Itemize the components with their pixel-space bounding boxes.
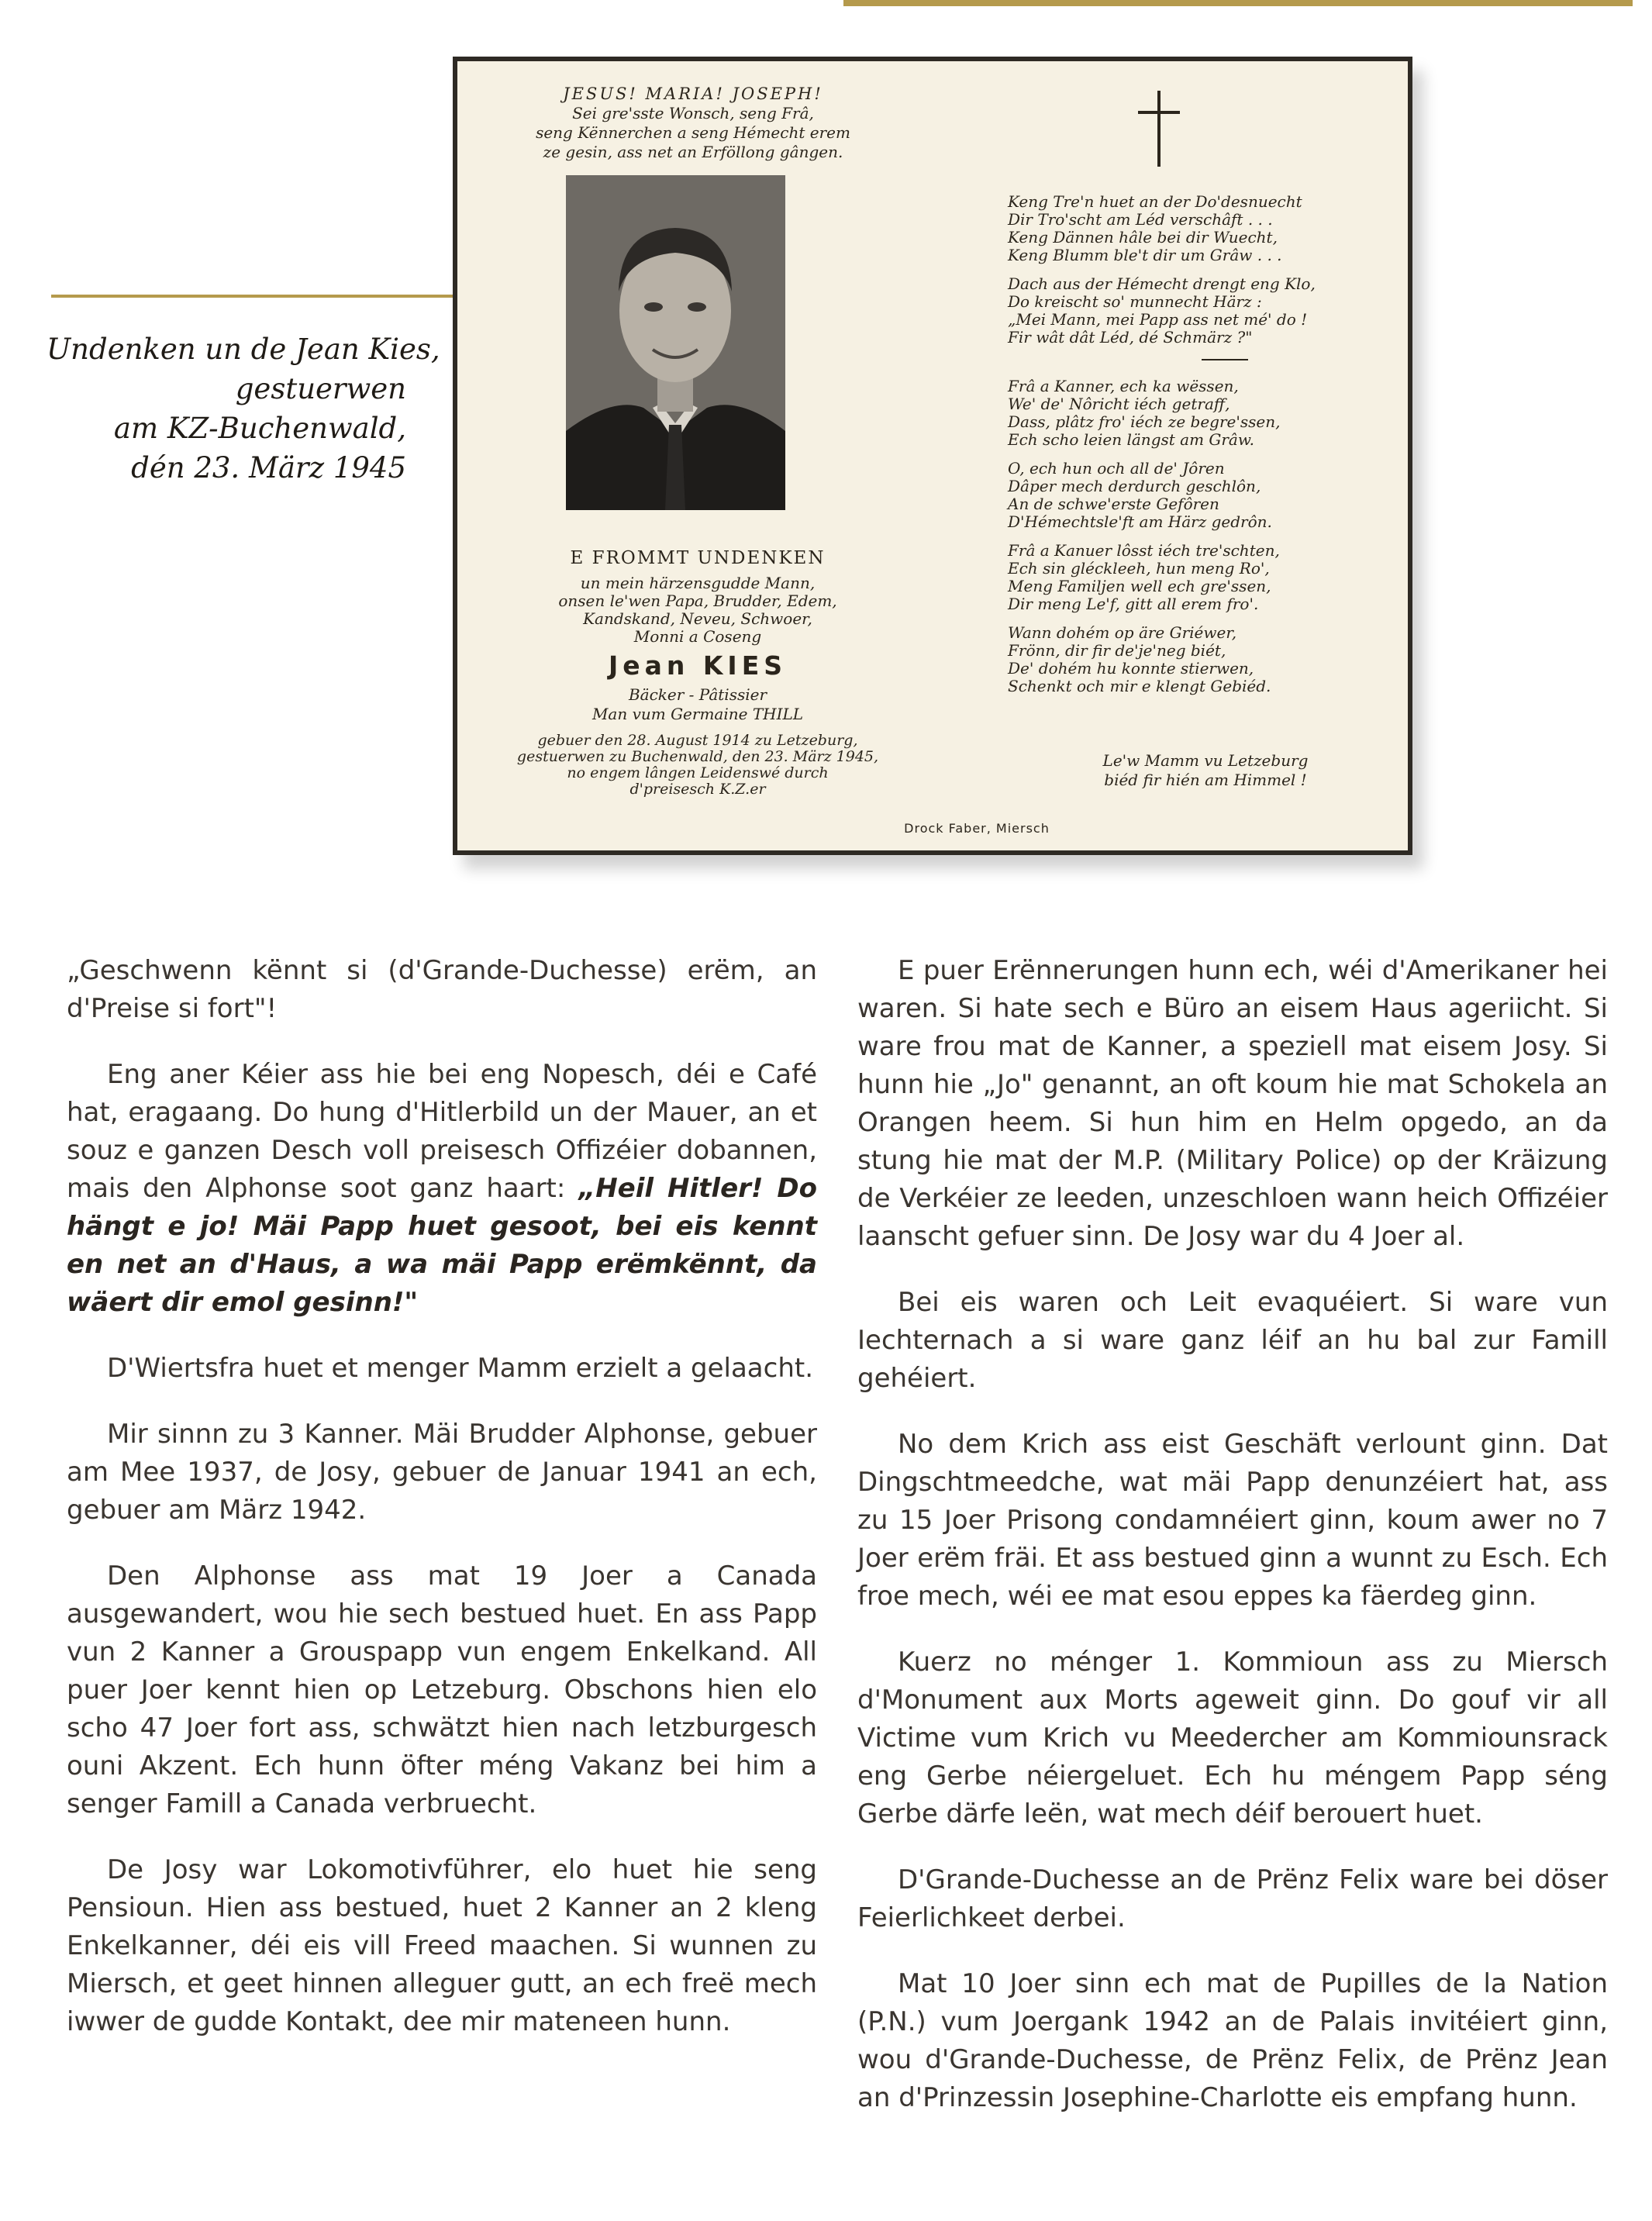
trade-line: Man vum Germaine THILL <box>591 705 804 723</box>
portrait-photo <box>566 175 785 510</box>
card-heading: E FROMMT UNDENKEN <box>570 548 826 568</box>
paragraph-text: Mat 10 Joer sinn ech mat de Pupilles de la Nation (P.N.) vum Joergank 1942 an de Palais invitéiert ginn, wou d'Grande-Duchesse, de Prënz Felix, de Prënz Jean an d'Prinzessin Josephine-Charlotte eis empfang hunn. <box>857 1968 1608 2113</box>
poem-stanza <box>1008 542 1395 613</box>
caption-rule <box>51 295 496 298</box>
date-line: no engem lângen Leidenswé durch <box>567 764 829 781</box>
card-name: Jean KIES <box>608 650 788 681</box>
poem-line: Frönn, dir fir de'je'neg biét, <box>1008 641 1226 660</box>
poem-line: Frâ a Kanner, ech ka wëssen, <box>1008 377 1239 395</box>
paragraph-text: E puer Erënnerungen hunn ech, wéi d'Amerikaner hei waren. Si hate sech e Büro an eisem Haus ageriicht. Si ware frou mat de Kanner, a speziell mat eisem Josy. Si hunn hie „Jo" genannt, an oft koum hie mat Schokela an Orangen heem. Si hun him en Helm opgedo, an da stung hie mat der M.P. (Military Police) op der Kräizung de Verkéier ze leeden, unzeschloen wann heich Offizéier laanscht gefuer sinn. De Josy war du 4 Joer al. <box>857 955 1608 1252</box>
poem-line: Keng Dännen hâle bei dir Wuecht, <box>1008 228 1278 247</box>
poem-line: We' de' Nôricht iéch getraff, <box>1008 395 1230 413</box>
closing-line: Le'w Mamm vu Letzeburg <box>1102 751 1309 770</box>
body-paragraph <box>857 1284 1608 1398</box>
paragraph-text: Bei eis waren och Leit evaquéiert. Si ware vun Iechternach a si ware ganz léif an hu bal zur Famill gehéiert. <box>857 1287 1608 1394</box>
closing-line: biéd fir hién am Himmel ! <box>1104 771 1307 789</box>
paragraph-text: No dem Krich ass eist Geschäft verlount ginn. Dat Dingschtmeedche, wat mäi Papp denunzéiert hat, ass zu 15 Joer Prisong condamnéiert ginn, koum awer no 7 Joer erëm fräi. Et ass bestued ginn a wunnt zu Esch. Ech froe mech, wéi ee mat esou eppes ka fäerdeg ginn. <box>857 1429 1608 1612</box>
poem-line: Dâper mech derdurch geschlôn, <box>1008 477 1261 495</box>
poem-stanza <box>1008 460 1395 531</box>
poem-line: Meng Familjen well ech gre'ssen, <box>1008 577 1271 595</box>
poem-line: Ech scho leien längst am Grâw. <box>1008 430 1254 449</box>
body-paragraph <box>857 1965 1608 2117</box>
paragraph-text: D'Grande-Duchesse an de Prënz Felix ware bei döser Feierlichkeet derbei. <box>857 1864 1608 1933</box>
cross-icon <box>1157 91 1161 167</box>
card-poem <box>1008 193 1395 706</box>
card-verse-line: Sei gre'sste Wonsch, seng Frâ, <box>572 104 814 122</box>
body-paragraph <box>67 952 817 1028</box>
poem-stanza <box>1008 275 1395 347</box>
poem-stanza <box>1008 193 1395 264</box>
card-verse-line: ze gesin, ass net an Erföllong gângen. <box>543 143 843 161</box>
poem-line: O, ech hun och all de' Jôren <box>1008 459 1225 478</box>
poem-line: Dir Tro'scht am Léd verschâft . . . <box>1008 210 1273 229</box>
date-line: d'preisesch K.Z.er <box>629 781 766 798</box>
card-trade <box>473 685 923 724</box>
body-paragraph <box>857 1861 1608 1937</box>
caption-line: gestuerwen <box>235 372 406 405</box>
date-line: gebuer den 28. August 1914 zu Letzeburg, <box>537 732 858 749</box>
paragraph-text: Mir sinnn zu 3 Kanner. Mäi Brudder Alphonse, gebuer am Mee 1937, de Josy, gebuer de Januar 1941 an ech, gebuer am März 1942. <box>67 1419 817 1526</box>
poem-line: An de schwe'erste Gefôren <box>1008 495 1219 513</box>
body-paragraph <box>857 952 1608 1256</box>
card-verse-line: seng Kënnerchen a seng Hémecht erem <box>536 123 850 142</box>
poem-line: „Mei Mann, mei Papp ass net mé' do ! <box>1008 310 1308 329</box>
paragraph-text: Kuerz no ménger 1. Kommioun ass zu Miersch d'Monument aux Morts ageweit ginn. Do gouf vir all Victime vum Krich vu Meedercher am Kommiounsrack eng Gerbe néiergeluet. Ech hu méngem Papp séng Gerbe därfe leën, wat mech déif berouert huet. <box>857 1647 1608 1830</box>
card-dates <box>473 733 923 798</box>
poem-line: Schenkt och mir e klengt Gebiéd. <box>1008 677 1271 695</box>
text-column-left <box>67 952 817 2069</box>
caption-line: Undenken un de Jean Kies, <box>47 333 440 366</box>
poem-line: Dass, plâtz fro' iéch ze begre'ssen, <box>1008 412 1281 431</box>
paragraph-text: Den Alphonse ass mat 19 Joer a Canada ausgewandert, wou hie sech bestued huet. En ass Papp vun 2 Kanner a Grouspapp vun engem Enkelkand. All puer Joer kennt hien op Letzeburg. Obschons hien elo scho 47 Joer fort ass, schwätzt hien nach letzburgesch ouni Akzent. Ech hunn öfter méng Vakanz bei him a senger Famill a Canada verbruecht. <box>67 1561 817 1819</box>
quoted-speech: „Heil Hitler! Do hängt e jo! Mäi Papp huet gesoot, bei eis kennt en net an d'Haus, a wa mäi Papp erëmkënnt, da wäert dir emol gesinn!" <box>67 1173 818 1318</box>
body-paragraph <box>67 1056 817 1322</box>
poem-line: Fir wât dât Léd, dé Schmärz ?" <box>1008 328 1253 347</box>
body-paragraph <box>857 1426 1608 1616</box>
caption-line: dén 23. März 1945 <box>131 451 406 485</box>
text-column-right <box>857 952 1608 2145</box>
paragraph-text: „Geschwenn kënnt si (d'Grande-Duchesse) erëm, an d'Preise si fort"! <box>67 955 817 1024</box>
paragraph-text: D'Wiertsfra huet et menger Mamm erzielt a gelaacht. <box>107 1353 814 1384</box>
card-printer: Drock Faber, Miersch <box>904 821 1050 836</box>
poem-line: Keng Tre'n huet an der Do'desnuecht <box>1008 192 1302 211</box>
card-closing <box>1008 751 1403 790</box>
poem-line: Dir meng Le'f, gitt all erem fro'. <box>1008 595 1259 613</box>
dedication-line: onsen le'wen Papa, Brudder, Edem, <box>558 591 837 610</box>
dedication-line: un mein härzensgudde Mann, <box>580 574 816 592</box>
poem-divider <box>1202 359 1248 360</box>
poem-line: Ech sin gléckleeh, hun meng Ro', <box>1008 559 1270 578</box>
top-rule <box>843 0 1633 6</box>
dedication-line: Kandskand, Neveu, Schwoer, <box>583 609 812 628</box>
card-top-verse <box>476 84 910 162</box>
poem-line: Wann dohém op äre Griéwer, <box>1008 623 1237 642</box>
body-paragraph <box>67 1557 817 1823</box>
memorial-card <box>453 57 1412 855</box>
paragraph-text: De Josy war Lokomotivführer, elo huet hie seng Pensioun. Hien ass bestued, huet 2 Kanner an 2 kleng Enkelkanner, déi eis vill Freed maachen. Si wunnen zu Miersch, et geet hinnen alleguer gutt, an ech freë mech iwwer de gudde Kontakt, dee mir mateneen hunn. <box>67 1854 817 2037</box>
body-paragraph <box>67 1350 817 1388</box>
body-paragraph <box>857 1643 1608 1833</box>
poem-line: De' dohém hu konnte stierwen, <box>1008 659 1254 678</box>
body-paragraph <box>67 1851 817 2041</box>
body-paragraph <box>67 1416 817 1530</box>
poem-line: D'Hémechtsle'ft am Härz gedrôn. <box>1008 512 1272 531</box>
caption-line: am KZ-Buchenwald, <box>113 412 406 445</box>
card-invocation: JESUS! MARIA! JOSEPH! <box>563 84 823 103</box>
dedication-line: Monni a Coseng <box>633 627 762 646</box>
photo-caption <box>47 329 440 488</box>
poem-stanza <box>1008 624 1395 695</box>
trade-line: Bäcker - Pâtissier <box>628 685 767 704</box>
paragraph-text: Eng aner Kéier ass hie bei eng Nopesch, déi e Café hat, eragaang. Do hung d'Hitlerbild un der Mauer, an et souz e ganzen Desch voll preisesch Offizéier dobannen, mais den Alphonse soot ganz haart: <box>67 1059 817 1204</box>
cross-icon-bar <box>1138 111 1180 114</box>
poem-line: Do kreischt so' munnecht Härz : <box>1008 292 1262 311</box>
poem-stanza <box>1008 378 1395 449</box>
poem-line: Frâ a Kanuer lôsst iéch tre'schten, <box>1008 541 1280 560</box>
date-line: gestuerwen zu Buchenwald, den 23. März 1945, <box>516 748 879 765</box>
poem-line: Keng Blumm ble't dir um Grâw . . . <box>1008 246 1282 264</box>
poem-line: Dach aus der Hémecht drengt eng Klo, <box>1008 274 1316 293</box>
card-dedication <box>473 574 923 646</box>
